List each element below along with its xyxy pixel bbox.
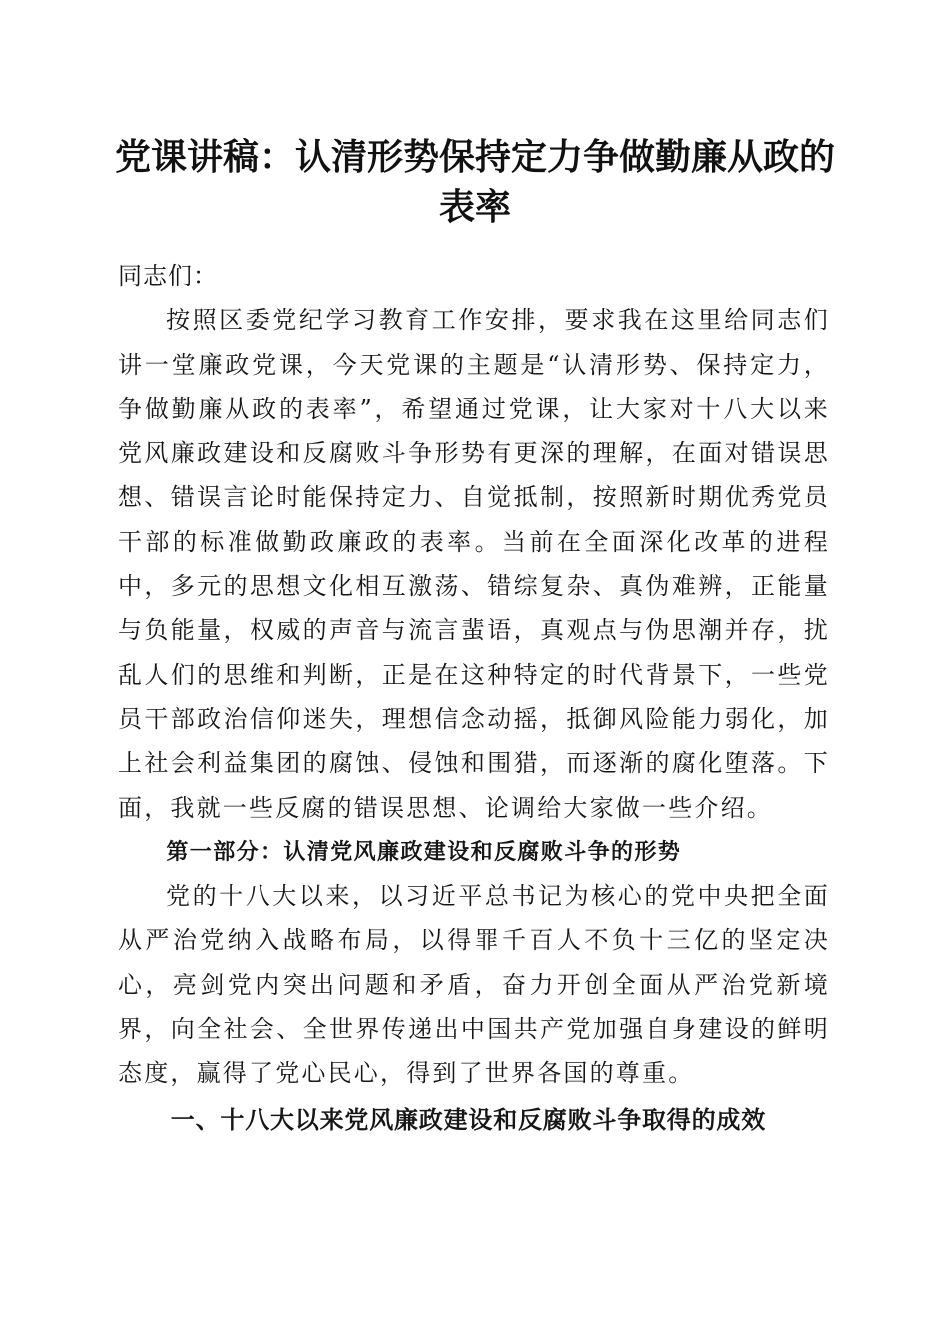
- part-one-heading: 第一部分：认清党风廉政建设和反腐败斗争的形势: [166, 838, 682, 865]
- intro-paragraph: 按照区委党纪学习教育工作安排，要求我在这里给同志们讲一堂廉政党课，今天党课的主题是“认清形势、保持定力，争做勤廉从政的表率”，希望通过党课，让大家对十八大以来党风廉政建设和反腐败斗争形势有更深的理解，在面对错误思想、错误言论时能保持定力、自觉抵制，按照新时期优秀党员干部的标准做勤政廉政的表率。当前在全面深化改革的进程中，多元的思想文化相互激荡、错综复杂、真伪难辨，正能量与负能量，权威的声音与流言蜚语，真观点与伪思潮并存，扰乱人们的思维和判断，正是在这种特定的时代背景下，一些党员干部政治信仰迷失，理想信念动摇，抵御风险能力弱化，加上社会利益集团的腐蚀、侵蚀和围猎，而逐渐的腐化堕落。下面，我就一些反腐的错误思想、论调给大家做一些介绍。: [118, 306, 830, 822]
- document-title: 党课讲稿：认清形势保持定力争做勤廉从政的表率: [114, 136, 835, 228]
- document-body: [118, 254, 830, 1142]
- section-one-heading: 一、十八大以来党风廉政建设和反腐败斗争取得的成效: [170, 1105, 766, 1134]
- part-one-paragraph: 党的十八大以来，以习近平总书记为核心的党中央把全面从严治党纳入战略布局，以得罪千百人不负十三亿的坚定决心，亮剑党内突出问题和矛盾，奋力开创全面从严治党新境界，向全社会、全世界传递出中国共产党加强自身建设的鲜明态度，赢得了党心民心，得到了世界各国的尊重。: [118, 882, 830, 1088]
- greeting: 同志们：: [118, 262, 218, 290]
